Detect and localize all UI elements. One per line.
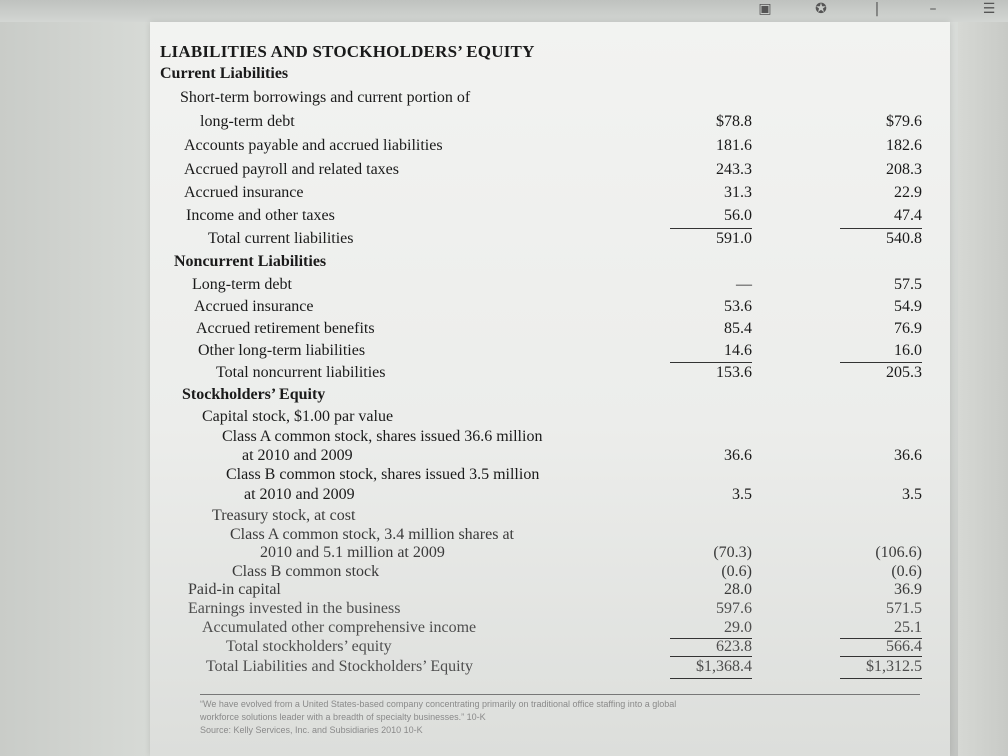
footnote-quote: “We have evolved from a United States-based company concentrating primarily on traditional office staffing into a global [200,699,677,709]
value-2010: 28.0 [724,581,752,598]
table-row [150,276,950,298]
table-row [150,89,950,111]
section-heading: Stockholders’ Equity [182,386,326,403]
value-2010: 36.6 [724,447,752,464]
window-icon[interactable]: ▣ [758,1,772,17]
row-label: Total Liabilities and Stockholders’ Equity [206,658,473,675]
value-2010: $78.8 [716,113,752,130]
value-2010: 591.0 [716,230,752,247]
table-row [150,207,950,229]
section-heading: Current Liabilities [160,65,289,82]
value-2010: 31.3 [724,184,752,201]
value-2009: 540.8 [886,230,922,247]
row-label: Capital stock, $1.00 par value [202,408,394,425]
table-row [150,342,950,364]
value-2009: 16.0 [894,342,922,359]
value-2009: 208.3 [886,161,922,178]
table-row [150,638,950,660]
value-2010: 181.6 [716,137,752,154]
balance-sheet-page [150,22,950,756]
value-2009: 25.1 [894,619,922,636]
value-2010: $1,368.4 [696,658,752,675]
value-2009: 566.4 [886,638,922,655]
value-2010: 14.6 [724,342,752,359]
row-label: Total stockholders’ equity [226,638,392,655]
table-row [150,230,950,252]
value-2009: 22.9 [894,184,922,201]
top-toolbar [0,0,1008,22]
value-2009: 36.6 [894,447,922,464]
value-2009: 36.9 [894,581,922,598]
total-rule [840,656,922,657]
subtotal-rule [840,228,922,229]
value-2010: 29.0 [724,619,752,636]
row-label: Class A common stock, 3.4 million shares at [230,526,514,543]
table-row [150,137,950,159]
subtotal-rule [670,362,752,363]
double-total-rule [840,678,922,679]
total-rule [670,656,752,657]
row-label: Class A common stock, shares issued 36.6 million [222,428,543,445]
table-row [150,408,950,430]
left-background [0,22,150,756]
divider-icon: | [874,1,880,17]
table-row [150,65,950,87]
row-label: Income and other taxes [186,207,335,224]
table-row [150,386,950,408]
footnote-quote-continued: workforce solutions leader with a breadth of specialty businesses.” 10-K [200,712,486,722]
row-label: Treasury stock, at cost [212,507,356,524]
row-label: at 2010 and 2009 [242,447,353,464]
footnote-source: Source: Kelly Services, Inc. and Subsidiaries 2010 10-K [200,725,423,735]
table-row [150,486,950,508]
right-background [958,22,1008,756]
value-2009: 54.9 [894,298,922,315]
row-label: Paid-in capital [188,581,281,598]
section-heading: LIABILITIES AND STOCKHOLDERS’ EQUITY [160,42,535,61]
section-heading: Noncurrent Liabilities [174,253,327,270]
value-2009: 205.3 [886,364,922,381]
value-2009: 3.5 [902,486,922,503]
table-row [150,658,950,680]
row-label: Accrued payroll and related taxes [184,161,400,178]
value-2009: (106.6) [875,544,922,561]
subtotal-rule [840,362,922,363]
row-label: Long-term debt [192,276,292,293]
value-2009: (0.6) [891,563,922,580]
toolbar-icons [754,0,1000,18]
table-row [150,42,950,64]
value-2010: 243.3 [716,161,752,178]
value-2009: 47.4 [894,207,922,224]
row-label: Total noncurrent liabilities [216,364,386,381]
row-label: Accrued retirement benefits [196,320,375,337]
table-row [150,364,950,386]
value-2010: (70.3) [713,544,752,561]
row-label: Other long-term liabilities [198,342,366,359]
row-label: Accounts payable and accrued liabilities [184,137,443,154]
row-label: Accumulated other comprehensive income [202,619,477,636]
value-2010: (0.6) [721,563,752,580]
row-label: Class B common stock, shares issued 3.5 million [226,466,540,483]
minimize-icon[interactable]: – [929,1,937,17]
table-row [150,320,950,342]
row-label: long-term debt [200,113,295,130]
value-2010: 597.6 [716,600,752,617]
table-row [150,161,950,183]
row-label: Total current liabilities [208,230,354,247]
value-2010: 53.6 [724,298,752,315]
value-2010: 153.6 [716,364,752,381]
value-2009: 76.9 [894,320,922,337]
value-2009: $79.6 [886,113,922,130]
footnote-divider [200,694,920,695]
subtotal-rule [670,228,752,229]
value-2010: 56.0 [724,207,752,224]
double-total-rule [670,678,752,679]
value-2009: 182.6 [886,137,922,154]
row-label: Class B common stock [232,563,380,580]
menu-icon[interactable]: ☰ [982,1,996,17]
row-label: at 2010 and 2009 [244,486,355,503]
row-label: Short-term borrowings and current portion of [180,89,471,106]
table-row [150,466,950,488]
row-label: 2010 and 5.1 million at 2009 [260,544,445,561]
table-row [150,253,950,275]
table-row [150,184,950,206]
row-label: Accrued insurance [184,184,304,201]
pin-icon[interactable]: ✪ [815,1,827,17]
value-2009: $1,312.5 [866,658,922,675]
table-row [150,113,950,135]
row-label: Earnings invested in the business [188,600,401,617]
value-2009: 57.5 [894,276,922,293]
value-2010: 623.8 [716,638,752,655]
value-2010: 85.4 [724,320,752,337]
row-label: Accrued insurance [194,298,314,315]
value-2010: — [736,276,752,293]
value-2010: 3.5 [732,486,752,503]
value-2009: 571.5 [886,600,922,617]
table-row [150,298,950,320]
